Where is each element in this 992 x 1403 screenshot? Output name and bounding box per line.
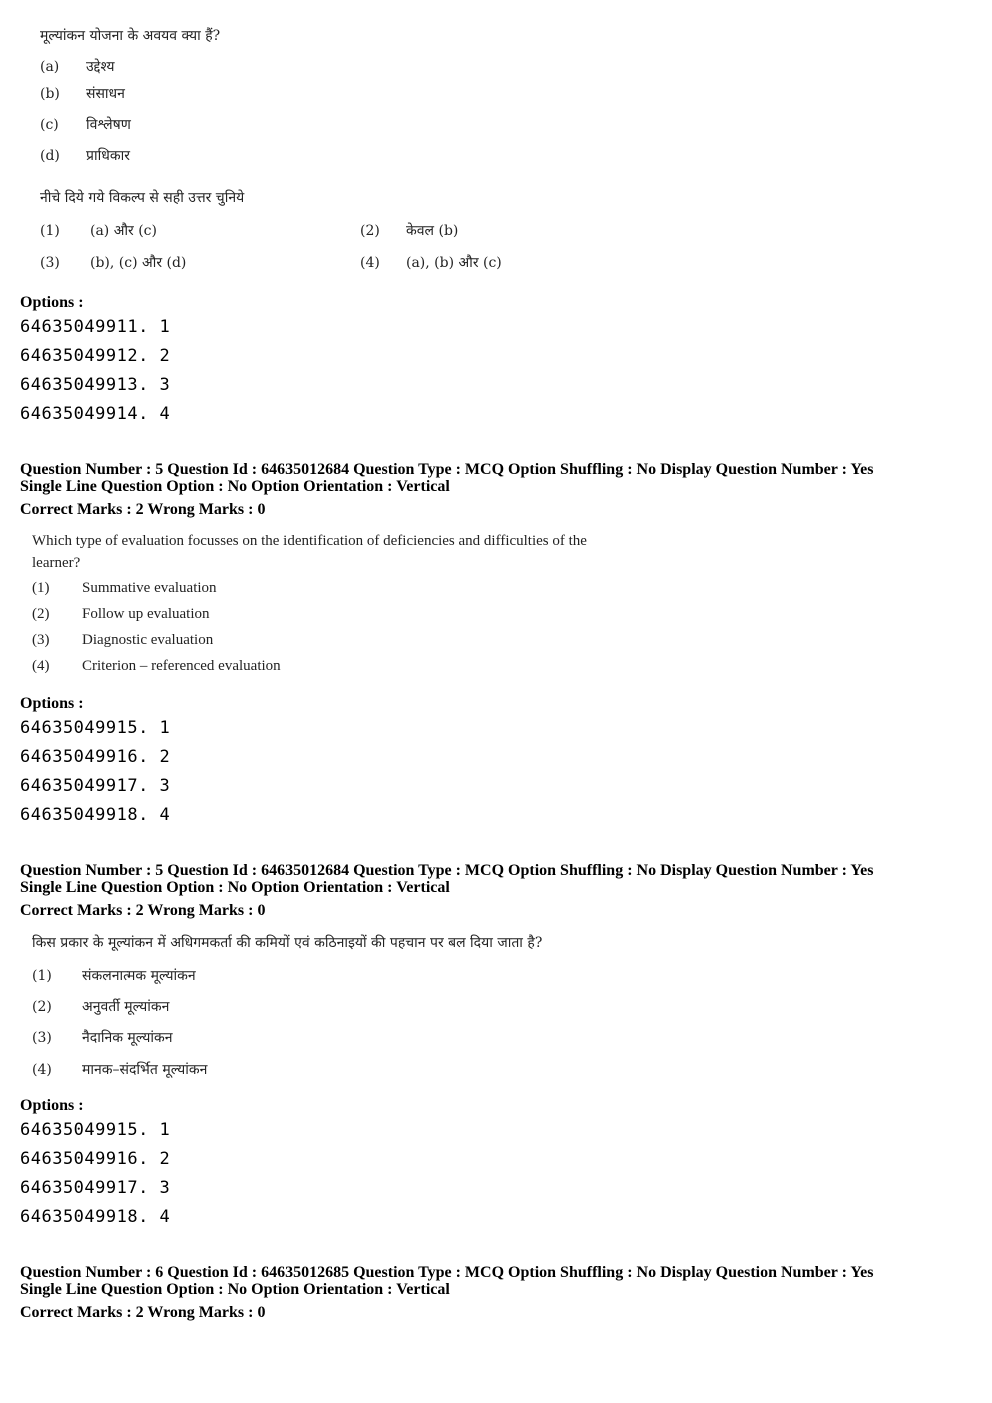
choice-item (360, 253, 502, 272)
question-meta: Single Line Question Option : No Option Orientation : Vertical (20, 478, 450, 495)
option-id: 64635049917. 3 (20, 1178, 171, 1198)
choice-label: (1) (40, 223, 60, 239)
list-item (40, 146, 130, 165)
item-text: विश्लेषण (86, 117, 131, 133)
question-text: Which type of evaluation focusses on the identification of deficiencies and difficulties of the (32, 533, 587, 549)
option-id: 64635049914. 4 (20, 404, 171, 424)
choice-text: Summative evaluation (82, 580, 217, 596)
choice-text: Diagnostic evaluation (82, 632, 214, 648)
item-label: (c) (40, 117, 59, 133)
choice-item (40, 253, 186, 272)
option-id: 64635049912. 2 (20, 346, 171, 366)
choice-text: संकलनात्मक मूल्यांकन (82, 968, 196, 984)
instruction-text: नीचे दिये गये विकल्प से सही उत्तर चुनिये (40, 190, 245, 206)
choice-label: (2) (32, 999, 52, 1015)
choice-item (32, 966, 196, 985)
question-meta: Question Number : 5 Question Id : 64635012684 Question Type : MCQ Option Shuffling : No Display Question Number : Yes (20, 461, 874, 478)
choice-item (32, 1028, 172, 1047)
options-heading: Options : (20, 294, 84, 311)
choice-label: (4) (360, 255, 380, 271)
question-text: किस प्रकार के मूल्यांकन में अधिगमकर्ता की कमियों एवं कठिनाइयों की पहचान पर बल दिया जाता है? (32, 935, 543, 951)
option-id: 64635049917. 3 (20, 776, 171, 796)
choice-item (32, 606, 210, 623)
choice-label: (1) (32, 968, 52, 984)
choice-item (40, 221, 157, 240)
list-item (40, 115, 131, 134)
choice-text: नैदानिक मूल्यांकन (82, 1030, 173, 1046)
question-meta: Single Line Question Option : No Option Orientation : Vertical (20, 1281, 450, 1298)
item-text: प्राधिकार (86, 148, 130, 164)
choice-item (360, 221, 458, 240)
option-id: 64635049916. 2 (20, 747, 171, 767)
choice-label: (3) (40, 255, 60, 271)
question-marks: Correct Marks : 2 Wrong Marks : 0 (20, 902, 266, 919)
choice-label: (3) (32, 632, 50, 648)
choice-text: (b), (c) और (d) (90, 255, 187, 271)
choice-item (32, 580, 217, 597)
option-id: 64635049916. 2 (20, 1149, 171, 1169)
choice-text: Follow up evaluation (82, 606, 210, 622)
choice-item (32, 658, 281, 675)
option-id: 64635049913. 3 (20, 375, 171, 395)
choice-label: (3) (32, 1030, 52, 1046)
choice-label: (4) (32, 1062, 52, 1078)
item-text: संसाधन (86, 86, 125, 102)
choice-item (32, 997, 169, 1016)
item-text: उद्देश्य (86, 59, 115, 75)
item-label: (b) (40, 86, 60, 102)
choice-label: (2) (32, 606, 50, 622)
question-text: मूल्यांकन योजना के अवयव क्या हैं? (40, 28, 221, 44)
question-marks: Correct Marks : 2 Wrong Marks : 0 (20, 1304, 266, 1321)
question-meta: Single Line Question Option : No Option Orientation : Vertical (20, 879, 450, 896)
option-id: 64635049915. 1 (20, 1120, 171, 1140)
choice-item (32, 632, 213, 649)
list-item (40, 84, 125, 103)
item-label: (d) (40, 148, 60, 164)
choice-label: (4) (32, 658, 50, 674)
list-item (40, 57, 115, 76)
option-id: 64635049911. 1 (20, 317, 171, 337)
choice-text: केवल (b) (406, 223, 459, 239)
choice-label: (2) (360, 223, 380, 239)
question-marks: Correct Marks : 2 Wrong Marks : 0 (20, 501, 266, 518)
choice-text: अनुवर्ती मूल्यांकन (82, 999, 170, 1015)
choice-item (32, 1060, 207, 1079)
option-id: 64635049915. 1 (20, 718, 171, 738)
question-text: learner? (32, 555, 81, 571)
question-meta: Question Number : 5 Question Id : 64635012684 Question Type : MCQ Option Shuffling : No Display Question Number : Yes (20, 862, 874, 879)
choice-text: Criterion – referenced evaluation (82, 658, 281, 674)
choice-text: मानक–संदर्भित मूल्यांकन (82, 1062, 208, 1078)
option-id: 64635049918. 4 (20, 1207, 171, 1227)
option-id: 64635049918. 4 (20, 805, 171, 825)
options-heading: Options : (20, 695, 84, 712)
question-meta: Question Number : 6 Question Id : 64635012685 Question Type : MCQ Option Shuffling : No Display Question Number : Yes (20, 1264, 874, 1281)
choice-text: (a) और (c) (90, 223, 157, 239)
choice-text: (a), (b) और (c) (406, 255, 502, 271)
item-label: (a) (40, 59, 60, 75)
options-heading: Options : (20, 1097, 84, 1114)
choice-label: (1) (32, 580, 50, 596)
